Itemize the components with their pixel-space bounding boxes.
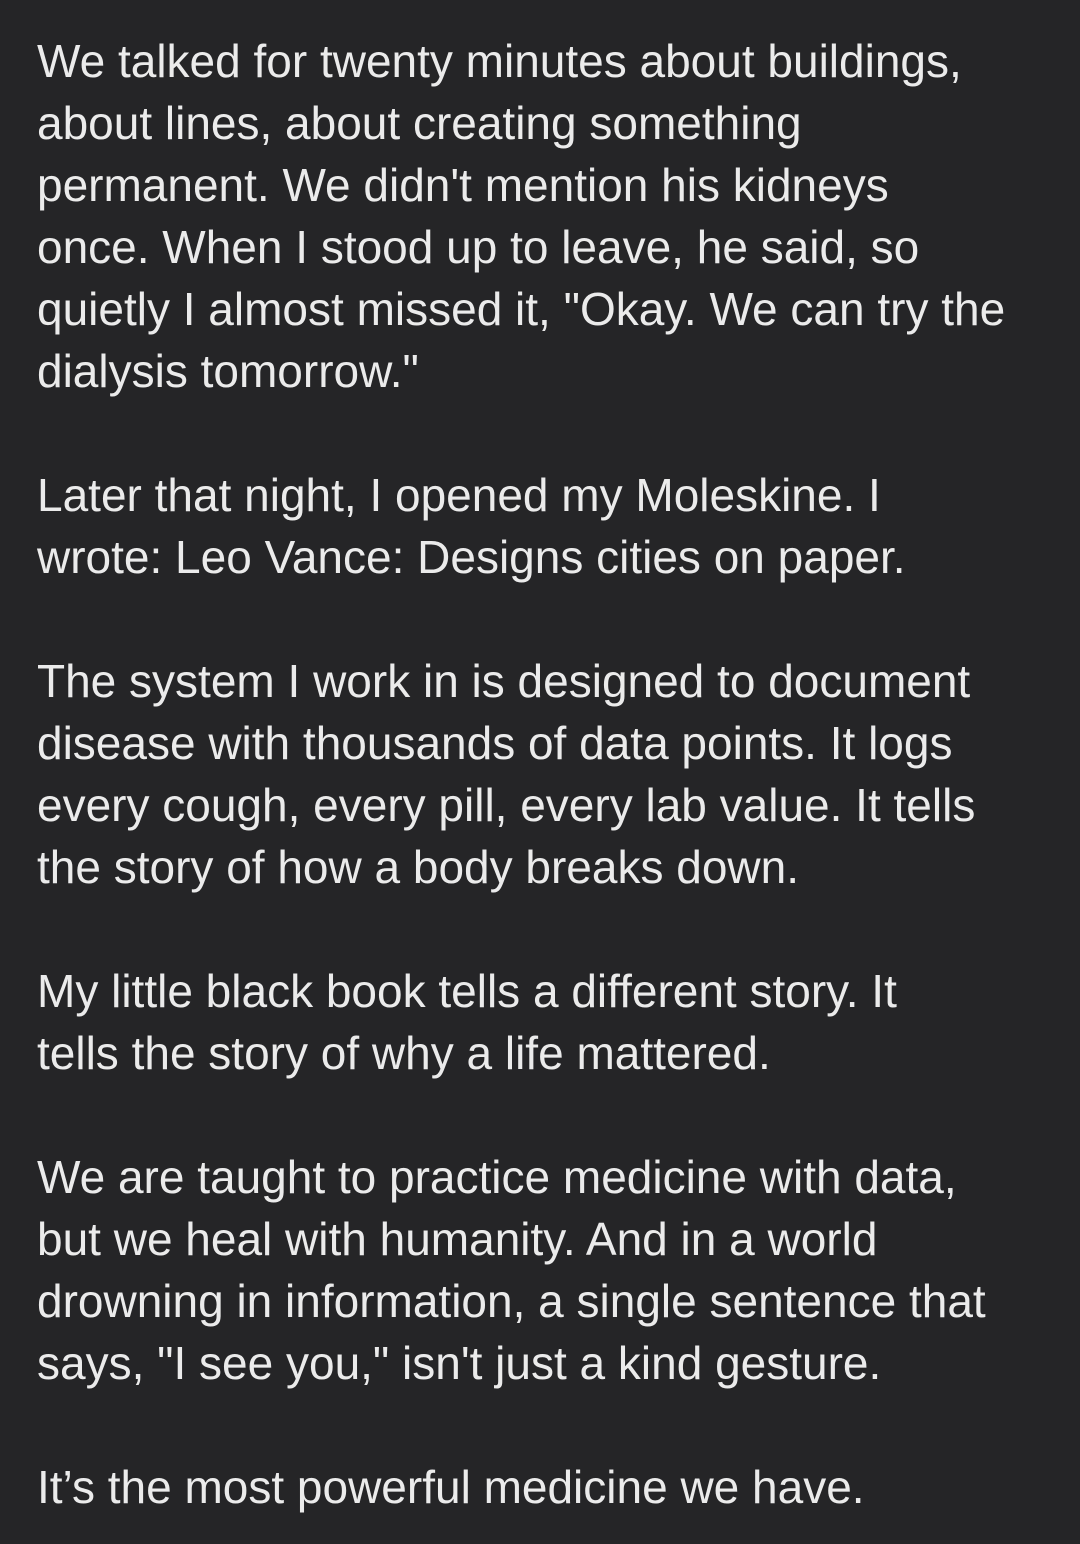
paragraph-dialysis — [37, 30, 1044, 402]
text-line: dialysis tomorrow." — [37, 345, 419, 397]
text-line: says, "I see you," isn't just a kind gesture. — [37, 1337, 882, 1389]
text-line: the story of how a body breaks down. — [37, 841, 799, 893]
paragraph-moleskine — [37, 464, 1044, 588]
text-line: Later that night, I opened my Moleskine. I — [37, 469, 881, 521]
text-line: drowning in information, a single sentence that — [37, 1275, 986, 1327]
text-line: about lines, about creating something — [37, 97, 802, 149]
paragraph-system — [37, 650, 1044, 898]
text-line: quietly I almost missed it, "Okay. We can try the — [37, 283, 1006, 335]
text-line: My little black book tells a different story. It — [37, 965, 897, 1017]
text-line: It’s the most powerful medicine we have. — [37, 1461, 865, 1513]
text-line: disease with thousands of data points. It logs — [37, 717, 953, 769]
paragraph-closing — [37, 1456, 1044, 1518]
paragraph-humanity — [37, 1146, 1044, 1394]
text-line: permanent. We didn't mention his kidneys — [37, 159, 889, 211]
text-line: but we heal with humanity. And in a world — [37, 1213, 878, 1265]
text-line: once. When I stood up to leave, he said, so — [37, 221, 920, 273]
text-line: every cough, every pill, every lab value. It tells — [37, 779, 976, 831]
paragraph-black-book — [37, 960, 1044, 1084]
text-line: We talked for twenty minutes about buildings, — [37, 35, 962, 87]
text-line: wrote: Leo Vance: Designs cities on paper. — [37, 531, 906, 583]
text-line: We are taught to practice medicine with data, — [37, 1151, 957, 1203]
text-line: tells the story of why a life mattered. — [37, 1027, 771, 1079]
text-line: The system I work in is designed to document — [37, 655, 971, 707]
